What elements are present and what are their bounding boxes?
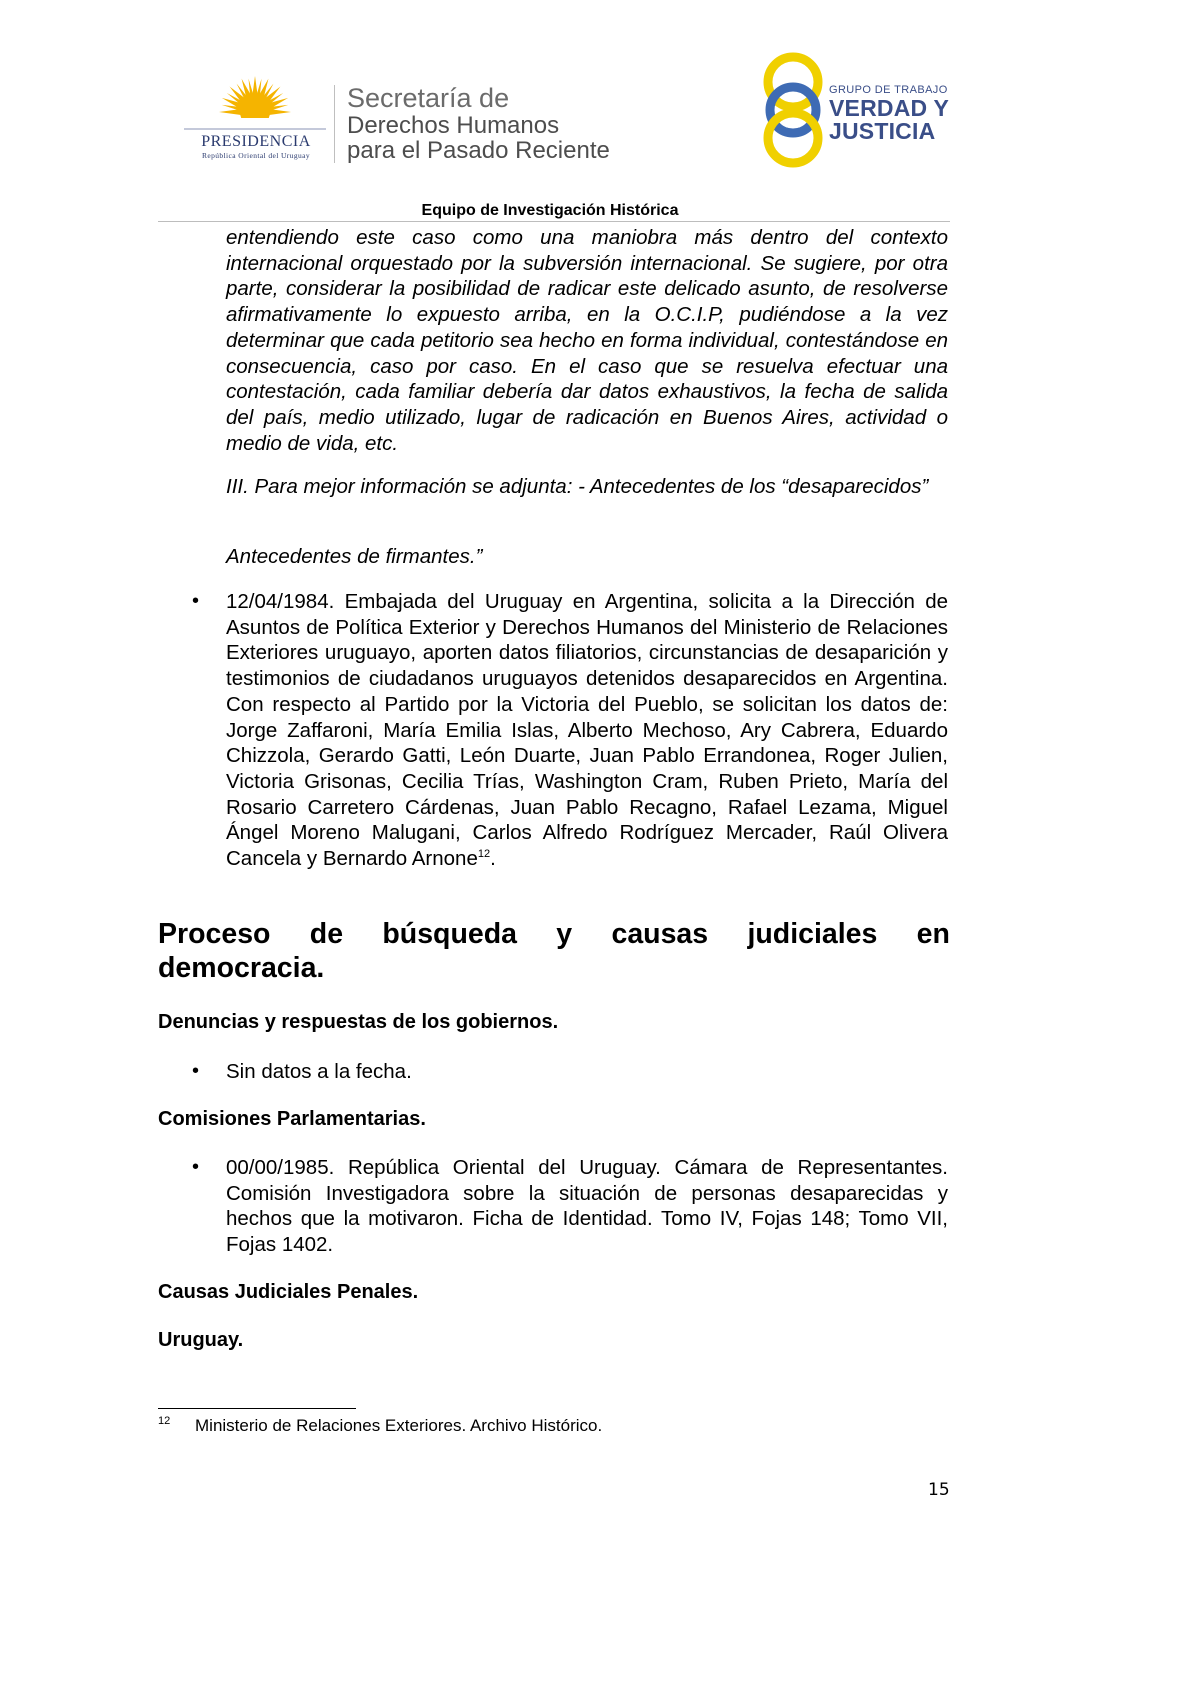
comisiones-heading: Comisiones Parlamentarias. [158, 1108, 426, 1130]
heading-word: de [309, 918, 344, 950]
uruguay-heading: Uruguay. [158, 1329, 244, 1351]
quote-paragraph-1: entendiendo este caso como una maniobra más dentro del contexto internacional orquestado por la subversión internacional. Se sugiere, por otra parte, considerar la posibilidad de radicar este delicado asunto, de resolverse afirmativamente lo expuesto arriba, en la O.C.I.P, pudiéndose a la vez determinar que cada petitorio sea hecho en forma individual, contestándose en consecuencia, caso por caso. En el caso que se resuelva efectuar una contestación, cada familiar debería dar datos exhaustivos, la fecha de salida del país, medio utilizado, lugar de radicación en Buenos Aires, actividad o medio de vida, etc. [226, 226, 948, 455]
bullet-marker: • [192, 1060, 200, 1082]
bullet-marker: • [192, 590, 200, 612]
denuncias-heading: Denuncias y respuestas de los gobiernos. [158, 1011, 559, 1033]
quote-paragraph-2: III. Para mejor información se adjunta: - Antecedentes de los “desaparecidos” [226, 475, 929, 498]
header-rule [158, 221, 950, 222]
heading-word: judiciales [747, 918, 878, 950]
bullet-1984-end: . [490, 847, 496, 871]
presidencia-subtitle: República Oriental del Uruguay [201, 151, 310, 160]
section-heading-line2: democracia. [158, 952, 325, 984]
footnote-separator [158, 1408, 356, 1409]
quote-paragraph-3: Antecedentes de firmantes.” [226, 545, 483, 568]
verdad-justicia-rings-icon [760, 52, 826, 168]
bullet-1984-body: 12/04/1984. Embajada del Uruguay en Argentina, solicita a la Dirección de Asuntos de Política Exterior y Derechos Humanos del Ministerio de Relaciones Exteriores uruguayo, aporten datos filiatorios, circunstancias de desaparición y testimonios de ciudadanos uruguayos detenidos desaparecidos en Argentina. Con respecto al Partido por la Victoria del Pueblo, se solicitan los datos de: Jorge Zaffaroni, María Emilia Islas, Alberto Mechoso, Ary Cabrera, Eduardo Chizzola, Gerardo Gatti, León Duarte, Juan Pablo Errandonea, Roger Julien, Victoria Grisonas, Cecilia Trías, Washington Cram, Ruben Prieto, María del Rosario Carretero Cárdenas, Juan Pablo Recagno, Rafael Lezama, Miguel Ángel Moreno Malugani, Carlos Alfredo Rodríguez Mercader, Raúl Olivera Cancela y Bernardo Arnone [226, 590, 948, 871]
heading-word: Proceso [158, 918, 271, 950]
footnote-number: 12 [158, 1415, 171, 1427]
heading-word: en [916, 918, 950, 950]
bullet-marker: • [192, 1156, 200, 1178]
heading-word: y [556, 918, 573, 950]
secretaria-line1: Secretaría de [347, 83, 510, 113]
footnote-ref-12[interactable]: 12 [477, 848, 491, 861]
secretaria-line3: para el Pasado Reciente [347, 137, 610, 164]
comisiones-bullet-text: 00/00/1985. República Oriental del Uruguay. Cámara de Representantes. Comisión Investigadora sobre la situación de personas desaparecidas y hechos que la motivaron. Ficha de Identidad. Tomo IV, Fojas 148; Tomo VII, Fojas 1402. [226, 1156, 948, 1257]
bullet-1984-text [226, 589, 948, 872]
section-heading-line1 [158, 917, 950, 951]
footnote-text: Ministerio de Relaciones Exteriores. Archivo Histórico. [195, 1416, 603, 1435]
secretaria-logo-text [347, 84, 610, 163]
causas-heading: Causas Judiciales Penales. [158, 1281, 419, 1303]
team-label: Equipo de Investigación Histórica [421, 202, 679, 219]
presidencia-name: PRESIDENCIA [201, 133, 311, 150]
section-heading [158, 917, 950, 985]
gvj-line3: JUSTICIA [829, 118, 936, 144]
page-number: 15 [928, 1480, 950, 1500]
gvj-line2: VERDAD Y [829, 95, 950, 121]
denuncias-bullet-text: Sin datos a la fecha. [226, 1060, 412, 1083]
secretaria-line2: Derechos Humanos [347, 112, 560, 139]
heading-word: búsqueda [382, 918, 517, 950]
verdad-justicia-logo-text [829, 84, 949, 143]
header-divider [334, 85, 335, 163]
gvj-line1: GRUPO DE TRABAJO [829, 84, 948, 96]
heading-word: causas [611, 918, 709, 950]
